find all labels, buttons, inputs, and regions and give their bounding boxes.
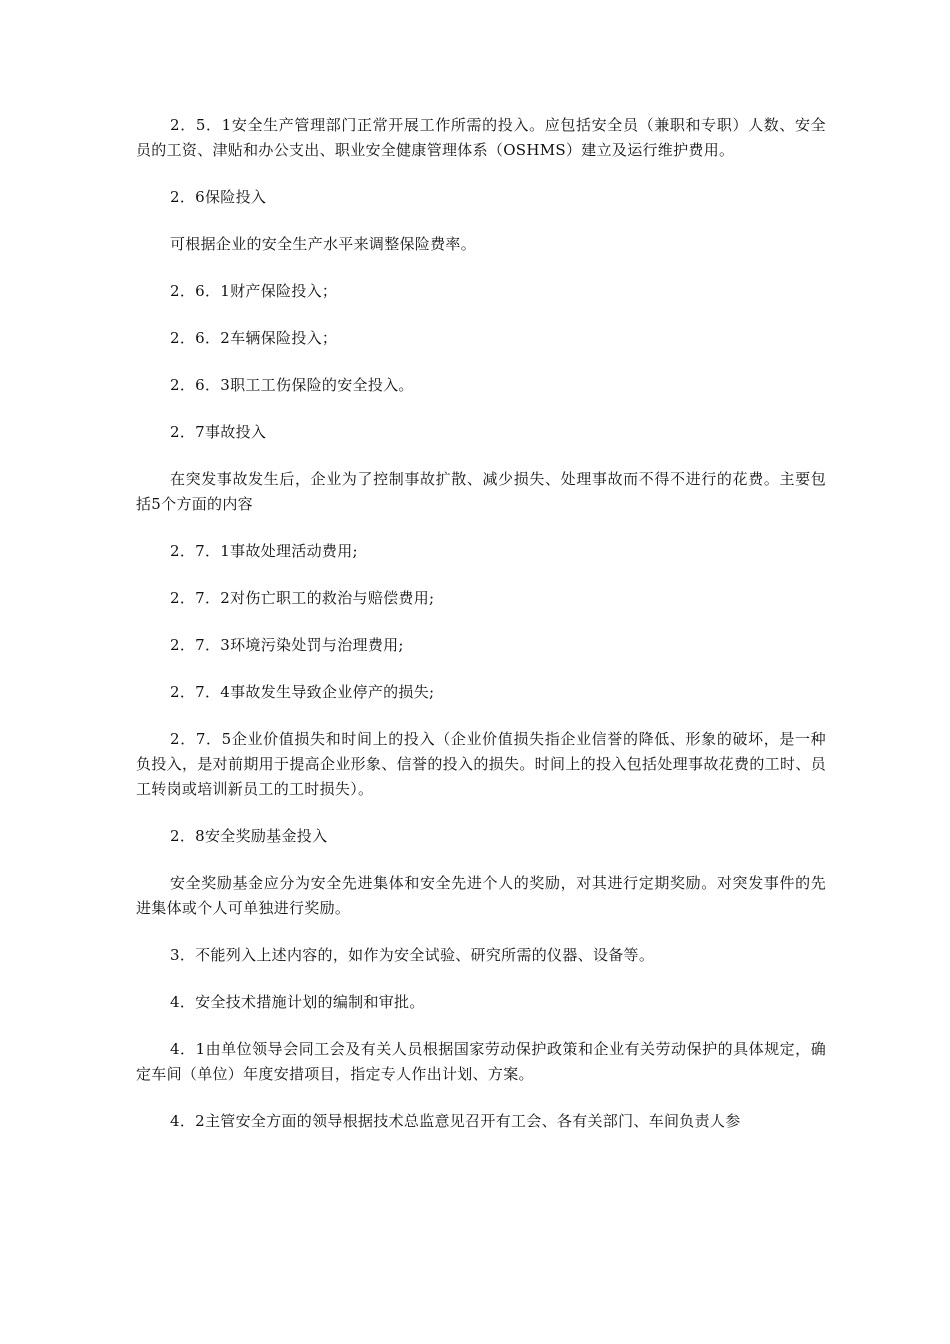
document-body [136,113,826,1156]
paragraph-2-6-1: 2．6．1财产保险投入； [170,282,338,300]
paragraph-reward-fund: 安全奖励基金应分为安全先进集体和安全先进个人的奖励，对其进行定期奖励。对突发事件的先进集体或个人可单独进行奖励。 [136,874,826,917]
paragraph-3: 3．不能列入上述内容的，如作为安全试验、研究所需的仪器、设备等。 [170,946,655,964]
paragraph-2-5-1: 2．5．1安全生产管理部门正常开展工作所需的投入。应包括安全员（兼职和专职）人数、安全员的工资、津贴和办公支出、职业安全健康管理体系（OSHMS）建立及运行维护费用。 [136,116,826,159]
paragraph-4-1: 4．1由单位领导会同工会及有关人员根据国家劳动保护政策和企业有关劳动保护的具体规定，确定车间（单位）年度安措项目，指定专人作出计划、方案。 [136,1040,826,1083]
paragraph-insurance-rate: 可根据企业的安全生产水平来调整保险费率。 [170,235,477,253]
paragraph-accident-intro: 在突发事故发生后，企业为了控制事故扩散、减少损失、处理事故而不得不进行的花费。主要包括5个方面的内容 [136,470,826,513]
paragraph-4-2: 4．2主管安全方面的领导根据技术总监意见召开有工会、各有关部门、车间负责人参 [170,1112,741,1130]
paragraph-2-7-3: 2．7．3环境污染处罚与治理费用; [170,636,404,654]
paragraph-2-6-2: 2．6．2车辆保险投入； [170,329,338,347]
paragraph-2-7-2: 2．7．2对伤亡职工的救治与赔偿费用; [170,589,435,607]
heading-2-6: 2．6保险投入 [170,188,267,206]
paragraph-4: 4．安全技术措施计划的编制和审批。 [170,993,425,1011]
paragraph-2-7-5: 2．7．5企业价值损失和时间上的投入（企业价值损失指企业信誉的降低、形象的破坏，是一种负投入，是对前期用于提高企业形象、信誉的投入的损失。时间上的投入包括处理事故花费的工时、员工转岗或培训新员工的工时损失）。 [136,730,826,798]
paragraph-2-7-4: 2．7．4事故发生导致企业停产的损失; [170,683,435,701]
heading-2-7: 2．7事故投入 [170,423,267,441]
paragraph-2-7-1: 2．7．1事故处理活动费用; [170,542,358,560]
paragraph-2-6-3: 2．6．3职工工伤保险的安全投入。 [170,376,414,394]
heading-2-8: 2．8安全奖励基金投入 [170,827,328,845]
